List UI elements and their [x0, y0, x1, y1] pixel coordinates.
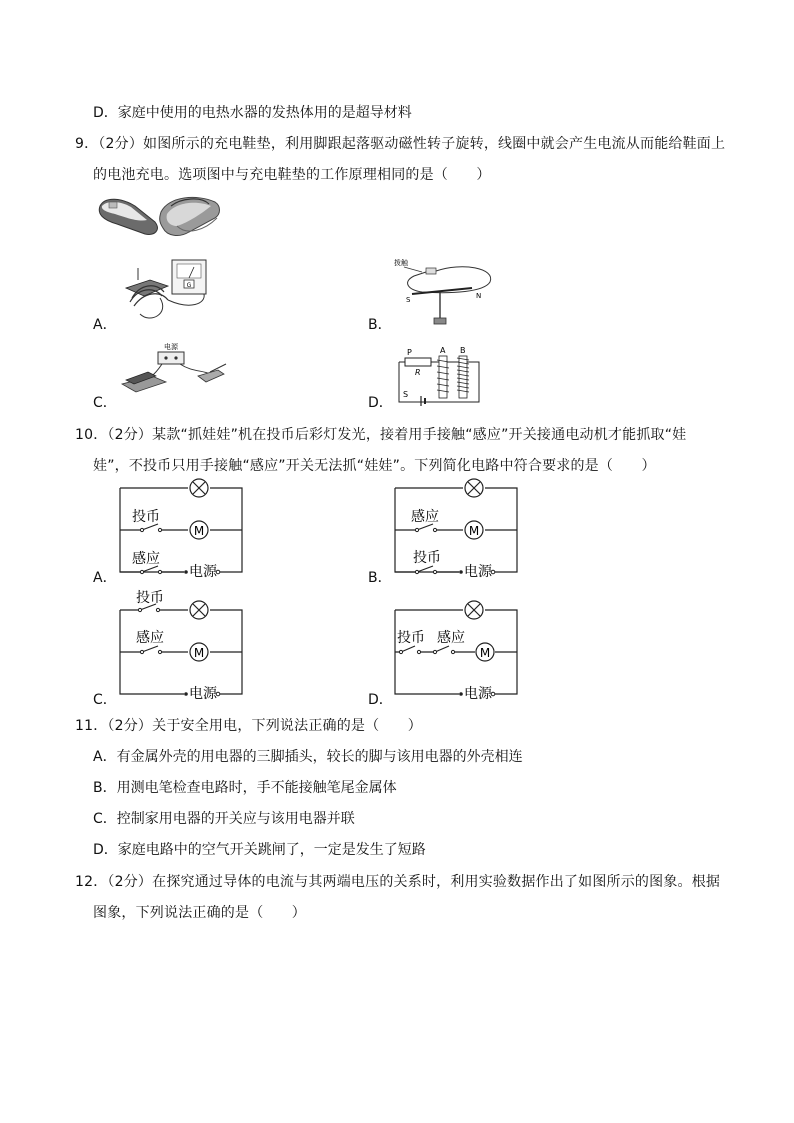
q9-b-south: S [406, 296, 411, 304]
insole-left [99, 199, 157, 234]
sense-switch-label: 感应 [136, 630, 164, 646]
q9-b-top-label: 拨触 [394, 259, 408, 267]
motor-label: M [468, 524, 480, 538]
rheostat [405, 358, 431, 366]
sense-switch-label: 感应 [132, 551, 160, 567]
q9-option-b-label: B． [368, 317, 392, 333]
q10-circuit-d [393, 598, 521, 700]
q11-option-d: D．家庭电路中的空气开关跳闸了，一定是发生了短路 [93, 842, 426, 858]
q11-option-b: B．用测电笔检查电路时，手不能接触笔尾金属体 [93, 780, 397, 796]
q12-stem-line2: 图象，下列说法正确的是（ ） [93, 905, 306, 921]
q10-option-d-label: D． [368, 692, 393, 708]
q12-stem-line1: 12．（2分）在探究通过导体的电流与其两端电压的关系时，利用实验数据作出了如图所示的图象。根据 [75, 874, 721, 890]
q9-b-north: N [476, 292, 482, 300]
coin-switch-label: 投币 [132, 509, 160, 525]
q11-stem: 11．（2分）关于安全用电，下列说法正确的是（ ） [75, 718, 422, 734]
q9-figure-c [118, 340, 230, 396]
q9-figure-b [392, 254, 502, 328]
power-supply [158, 352, 184, 364]
q10-option-b-label: B． [368, 570, 392, 586]
power-label: 电源 [189, 686, 217, 702]
shoe-right [160, 197, 220, 235]
coin-switch-label: 投币 [397, 630, 425, 646]
q10-option-c-label: C． [93, 692, 117, 708]
q11-option-a: A．有金属外壳的用电器的三脚插头，较长的脚与该用电器的外壳相连 [93, 749, 523, 765]
q9-insole-image [97, 192, 222, 244]
q10-stem-line2: 娃”，不投币只用手接触“感应”开关无法抓“娃娃”。下列简化电路中符合要求的是（ ） [93, 458, 656, 474]
q9-stem-line1: 9．（2分）如图所示的充电鞋垫，利用脚跟起落驱动磁性转子旋转，线圈中就会产生电流从而能给鞋面上 [75, 136, 726, 152]
q10-circuit-c [118, 588, 246, 700]
sense-switch-label: 感应 [411, 509, 439, 525]
sense-switch-label: 感应 [437, 630, 465, 646]
motor-label: M [479, 646, 491, 660]
q9-figure-a [120, 258, 210, 324]
svg-text:G: G [186, 282, 192, 289]
q9-figure-d [395, 344, 485, 406]
q9-d-p: P [407, 348, 412, 357]
q9-stem-line2: 的电池充电。选项图中与充电鞋垫的工作原理相同的是（ ） [93, 167, 491, 183]
motor-label: M [193, 646, 205, 660]
coin-switch-label: 投币 [136, 590, 164, 606]
q10-stem-line1: 10．（2分）某款“抓娃娃”机在投币后彩灯发光，接着用手接触“感应”开关接通电动机才能抓取“娃 [75, 427, 687, 443]
q10-option-a-label: A． [93, 570, 117, 586]
power-label: 电源 [464, 564, 492, 580]
coin-switch-label: 投币 [413, 550, 441, 566]
q9-d-s: S [403, 390, 409, 399]
q11-option-c: C．控制家用电器的开关应与该用电器并联 [93, 811, 355, 827]
power-label: 电源 [189, 564, 217, 580]
q9-d-r: R [415, 368, 421, 377]
power-label: 电源 [464, 686, 492, 702]
motor-label: M [193, 524, 205, 538]
q9-option-c-label: C． [93, 395, 117, 411]
q8-option-d: D．家庭中使用的电热水器的发热体用的是超导材料 [93, 105, 412, 121]
q9-d-b: B [460, 346, 466, 355]
q9-option-a-label: A． [93, 317, 117, 333]
battery [426, 268, 436, 274]
q9-d-a: A [440, 346, 446, 355]
q10-circuit-b [393, 476, 521, 578]
q10-circuit-a [118, 476, 246, 578]
q9-option-d-label: D． [368, 395, 393, 411]
magnet [126, 280, 168, 296]
q9-c-power-label: 电源 [164, 343, 178, 351]
